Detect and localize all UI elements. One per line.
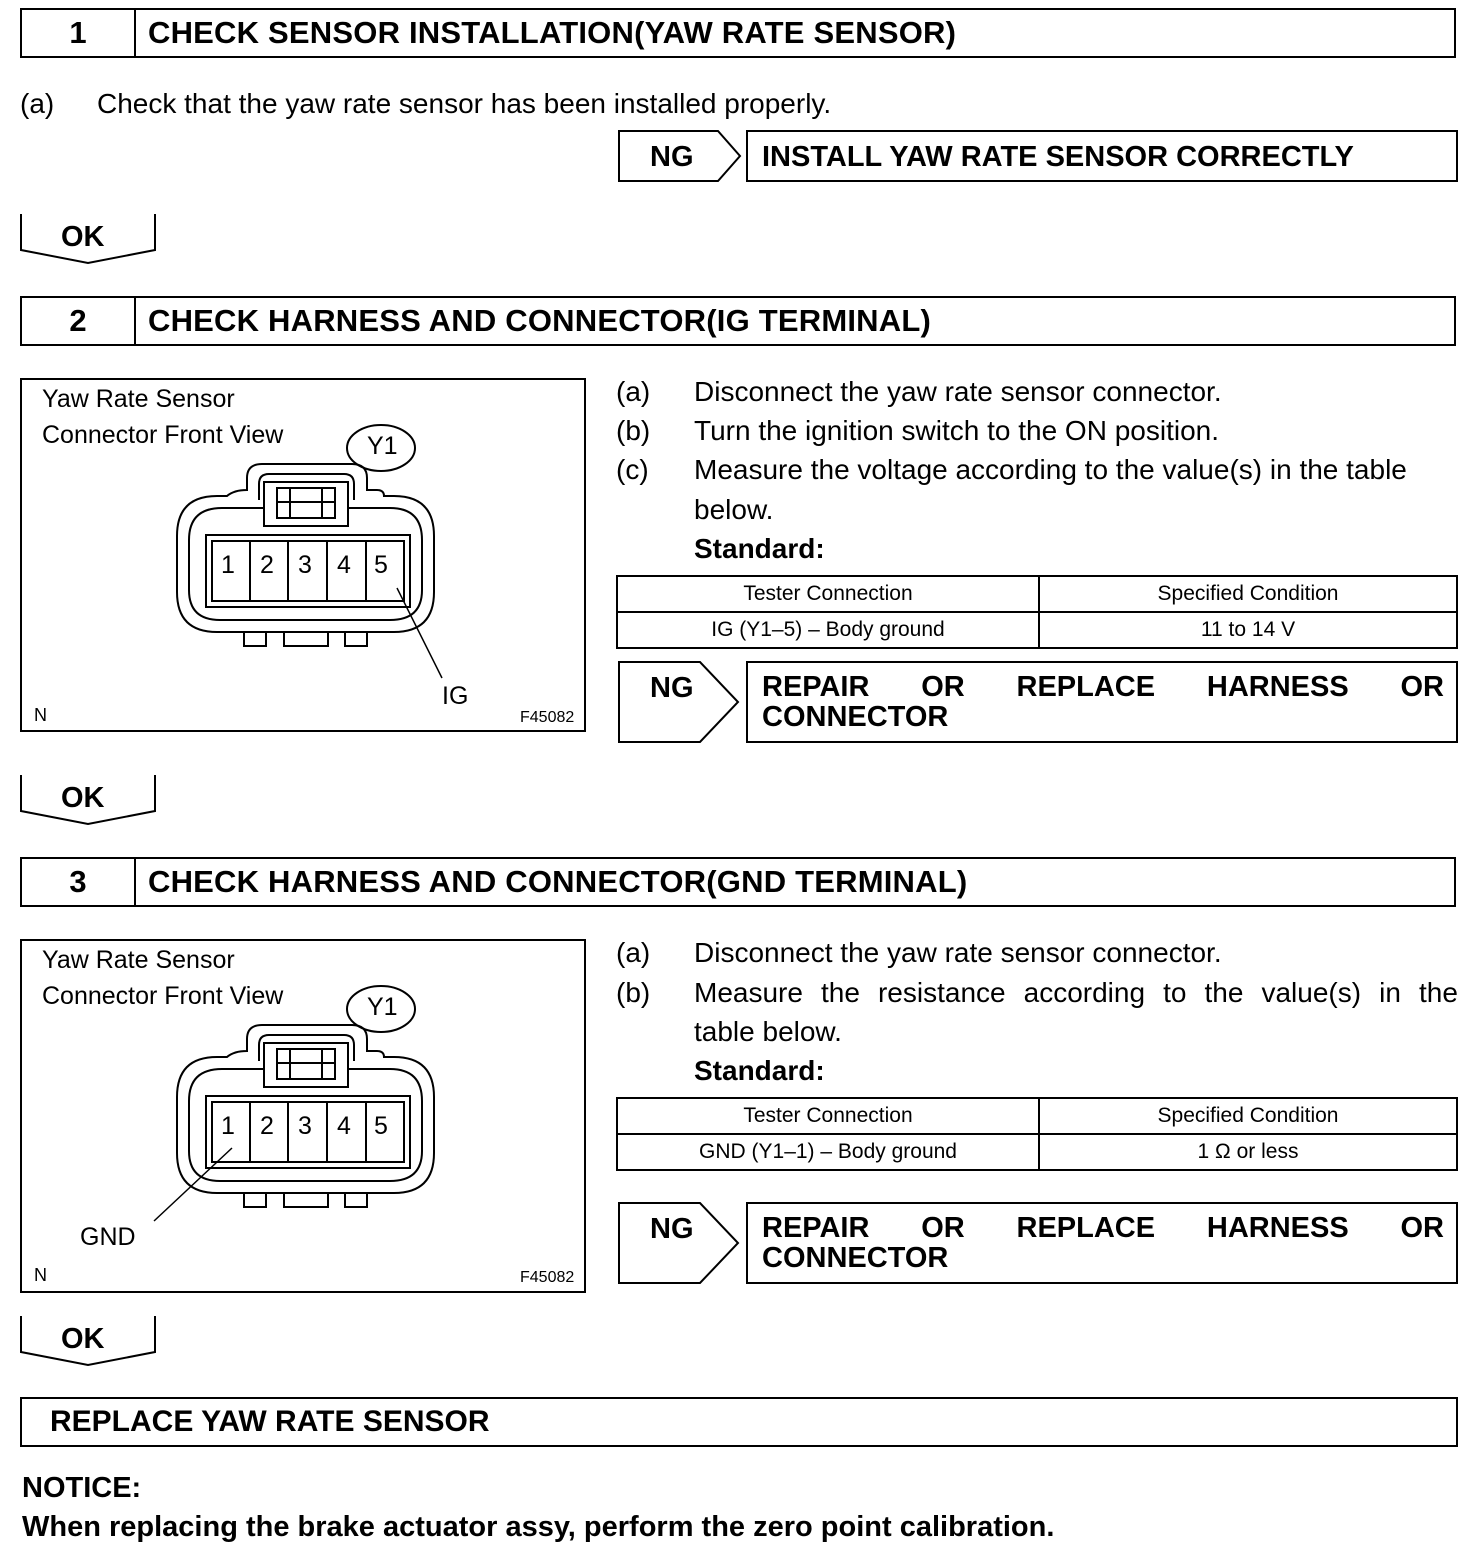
ng-label: NG [650,672,694,704]
ok-branch[interactable] [20,1315,158,1367]
instruction-text: Turn the ignition switch to the ON position. [694,415,1219,446]
instruction-marker: (b) [616,415,651,446]
pin-label: 5 [374,1112,388,1140]
table-row [617,1134,1457,1170]
standard-label: Standard: [694,1055,825,1086]
pin-label: 5 [374,551,388,579]
pin-label: 3 [298,1112,312,1140]
instruction-marker: (a) [20,88,55,119]
ok-label: OK [61,221,105,253]
table-cell: IG (Y1–5) – Body ground [617,612,1039,648]
corner-label: N [34,1265,47,1285]
pin-label: 2 [260,1112,274,1140]
instruction-marker: (c) [616,454,649,485]
ng-action: INSTALL YAW RATE SENSOR CORRECTLY [746,130,1458,182]
connector-diagram [20,939,586,1293]
instruction-text: Disconnect the yaw rate sensor connector. [694,376,1222,407]
table-cell: 1 Ω or less [1039,1134,1457,1170]
final-action-box: REPLACE YAW RATE SENSOR [20,1397,1458,1447]
instruction-marker: (a) [616,937,651,968]
corner-label: N [34,705,47,725]
pin-label: 1 [221,551,235,579]
diagram-title: Yaw Rate Sensor [42,946,235,974]
notice-label: NOTICE: [22,1472,142,1504]
table-cell: 11 to 14 V [1039,612,1457,648]
spec-table [616,575,1458,649]
ok-branch[interactable] [20,213,158,265]
step-title: CHECK SENSOR INSTALLATION(YAW RATE SENSOR) [148,15,957,50]
diagram-subtitle: Connector Front View [42,421,284,449]
instruction-text: Measure the resistance according to the value(s) in the [694,977,1458,1008]
instruction-marker: (a) [616,376,651,407]
figure-code: F45082 [520,1269,575,1286]
step-number: 1 [22,10,136,56]
step-number: 2 [22,298,136,344]
step-number: 3 [22,859,136,905]
instruction-text: Disconnect the yaw rate sensor connector. [694,937,1222,968]
figure-code: F45082 [520,709,575,726]
notice-text: When replacing the brake actuator assy, perform the zero point calibration. [22,1511,1055,1543]
callout-label: IG [442,682,469,710]
step-title: CHECK HARNESS AND CONNECTOR(IG TERMINAL) [148,303,931,338]
ok-branch[interactable] [20,774,158,826]
table-header: Tester Connection [617,576,1039,612]
step-2-header [20,296,1456,346]
connector-diagram [20,378,586,732]
diagram-subtitle: Connector Front View [42,982,284,1010]
ng-label: NG [650,1213,694,1245]
pin-label: 4 [337,1112,351,1140]
step-3-header [20,857,1456,907]
ng-branch[interactable] [618,130,1458,182]
instruction-text: Check that the yaw rate sensor has been installed properly. [97,88,832,119]
pin-label: 4 [337,551,351,579]
spec-table [616,1097,1458,1171]
ng-branch[interactable] [618,661,1458,743]
pin-label: 3 [298,551,312,579]
diagram-title: Yaw Rate Sensor [42,385,235,413]
table-header: Tester Connection [617,1098,1039,1134]
table-header: Specified Condition [1039,1098,1457,1134]
table-row [617,612,1457,648]
instruction-marker: (b) [616,977,651,1008]
ng-branch[interactable] [618,1202,1458,1284]
connector-id: Y1 [367,432,398,460]
ng-label: NG [650,141,694,173]
ng-action: REPAIR OR REPLACE HARNESS OR CONNECTOR [746,661,1458,743]
step-title: CHECK HARNESS AND CONNECTOR(GND TERMINAL) [148,864,968,899]
instruction-text-cont: below. [694,494,774,525]
instruction-text-cont: table below. [694,1016,842,1047]
table-cell: GND (Y1–1) – Body ground [617,1134,1039,1170]
pin-label: 1 [221,1112,235,1140]
instruction-text: Measure the voltage according to the value(s) in the table [694,454,1407,485]
pin-label: 2 [260,551,274,579]
step-1-header [20,8,1456,58]
ok-label: OK [61,782,105,814]
connector-id: Y1 [367,993,398,1021]
ok-label: OK [61,1323,105,1355]
ng-action: REPAIR OR REPLACE HARNESS OR CONNECTOR [746,1202,1458,1284]
callout-label: GND [80,1223,136,1251]
standard-label: Standard: [694,533,825,564]
table-header: Specified Condition [1039,576,1457,612]
